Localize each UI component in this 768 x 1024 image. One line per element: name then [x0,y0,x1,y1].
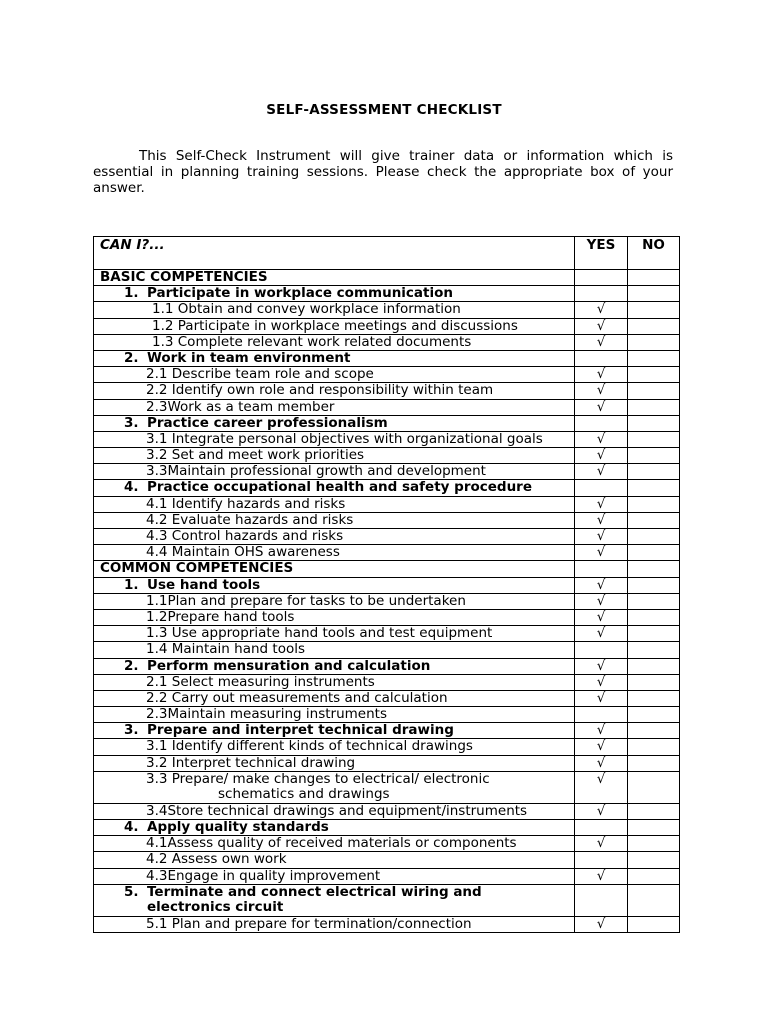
no-checkbox[interactable] [628,755,680,771]
yes-checkbox[interactable] [575,820,628,836]
no-checkbox[interactable] [628,690,680,706]
checklist-item-label: 1.2Prepare hand tools [146,608,295,625]
no-checkbox[interactable] [628,836,680,852]
section-label: COMMON COMPETENCIES [94,561,575,577]
no-checkbox[interactable] [628,270,680,286]
no-checkbox[interactable] [628,820,680,836]
no-checkbox[interactable] [628,415,680,431]
checklist-item-label: 1.3 Use appropriate hand tools and test equipment [146,625,493,642]
no-checkbox[interactable] [628,916,680,932]
checklist-item-label: 4.1 Identify hazards and risks [146,495,346,512]
checklist-item-label: 4.2 Evaluate hazards and risks [146,511,354,528]
yes-checkbox[interactable]: √ [575,367,628,383]
topic-cell [94,350,575,366]
topic-cell [94,415,575,431]
no-checkbox[interactable] [628,383,680,399]
no-checkbox[interactable] [628,512,680,528]
topic-row [94,286,680,302]
yes-checkbox[interactable]: √ [575,593,628,609]
no-checkbox[interactable] [628,771,680,803]
self-assessment-table [93,236,680,933]
checklist-item-row [94,318,680,334]
topic-row [94,350,680,366]
yes-checkbox[interactable]: √ [575,609,628,625]
checklist-item-cell [94,626,575,642]
yes-checkbox[interactable]: √ [575,399,628,415]
topic-row [94,820,680,836]
checklist-item-row [94,836,680,852]
checklist-item-label: 1.1Plan and prepare for tasks to be undertaken [146,592,466,609]
checklist-item-cell [94,431,575,447]
topic-row [94,415,680,431]
topic-label: Use hand tools [147,576,261,593]
checklist-item-cell [94,755,575,771]
checklist-item-row [94,609,680,625]
yes-checkbox[interactable]: √ [575,383,628,399]
checklist-item-label: 1.3 Complete relevant work related documents [152,333,472,350]
yes-checkbox[interactable] [575,852,628,868]
checklist-item-label: 4.2 Assess own work [146,851,287,868]
yes-checkbox[interactable]: √ [575,771,628,803]
topic-number: 4. [124,479,139,496]
checklist-item-row [94,739,680,755]
no-checkbox[interactable] [628,803,680,819]
topic-cell [94,577,575,593]
yes-checkbox[interactable] [575,415,628,431]
topic-number: 1. [124,285,139,302]
topic-number: 3. [124,414,139,431]
section-row [94,561,680,577]
checklist-item-cell [94,367,575,383]
checklist-item-label: 2.2 Carry out measurements and calculation [146,689,448,706]
yes-checkbox[interactable]: √ [575,431,628,447]
no-checkbox[interactable] [628,545,680,561]
checklist-item-label: 4.3 Control hazards and risks [146,528,344,544]
checklist-item-cell [94,464,575,480]
topic-number: 4. [124,819,139,835]
yes-checkbox[interactable]: √ [575,529,628,545]
checklist-item-row [94,803,680,819]
checklist-item-label: 4.4 Maintain OHS awareness [146,544,340,561]
checklist-item-row [94,916,680,932]
checklist-item-cell [94,916,575,932]
yes-checkbox[interactable] [575,480,628,496]
checklist-item-cell [94,642,575,658]
checklist-item-row [94,367,680,383]
header-no: NO [628,237,680,270]
checklist-item-label: 3.1 Identify different kinds of technical drawings [146,738,473,755]
yes-checkbox[interactable]: √ [575,626,628,642]
checklist-item-row [94,868,680,884]
checklist-item-row [94,431,680,447]
checklist-item-cell [94,318,575,334]
topic-number: 5. [124,883,139,900]
checklist-item-cell [94,383,575,399]
checklist-item-cell [94,690,575,706]
checklist-item-label: 4.3Engage in quality improvement [146,867,381,884]
yes-checkbox[interactable]: √ [575,690,628,706]
no-checkbox[interactable] [628,658,680,674]
checklist-item-label: 3.3Maintain professional growth and development [146,463,486,480]
yes-checkbox[interactable] [575,270,628,286]
topic-label: Terminate and connect electrical wiring and [147,883,482,900]
intro-paragraph: This Self-Check Instrument will give trainer data or information which is essential in planning training sessions. Please check the appropriate box of your answer. [93,148,673,196]
topic-row [94,480,680,496]
checklist-item-row [94,545,680,561]
yes-checkbox[interactable]: √ [575,545,628,561]
no-checkbox[interactable] [628,674,680,690]
topic-cell [94,723,575,739]
topic-number: 1. [124,576,139,593]
checklist-item-row [94,512,680,528]
checklist-item-cell [94,545,575,561]
topic-label: Work in team environment [147,349,351,366]
checklist-item-label: 2.1 Describe team role and scope [146,366,374,383]
topic-number: 3. [124,722,139,739]
checklist-item-label: 4.1Assess quality of received materials or components [146,835,517,852]
yes-checkbox[interactable] [575,707,628,723]
no-checkbox[interactable] [628,642,680,658]
checklist-item-cell [94,399,575,415]
section-row [94,270,680,286]
topic-row [94,658,680,674]
checklist-item-cell [94,674,575,690]
no-checkbox[interactable] [628,431,680,447]
checklist-item-label: 1.1 Obtain and convey workplace information [152,301,461,318]
yes-checkbox[interactable] [575,884,628,916]
yes-checkbox[interactable] [575,286,628,302]
topic-label: Apply quality standards [147,819,329,835]
checklist-item-cell [94,609,575,625]
checklist-item-row [94,334,680,350]
checklist-item-cell [94,334,575,350]
yes-checkbox[interactable] [575,561,628,577]
yes-checkbox[interactable]: √ [575,868,628,884]
checklist-item-row [94,593,680,609]
yes-checkbox[interactable]: √ [575,803,628,819]
no-checkbox[interactable] [628,868,680,884]
checklist-item-row [94,642,680,658]
yes-checkbox[interactable]: √ [575,916,628,932]
topic-cell [94,884,575,916]
checklist-item-cell [94,852,575,868]
no-checkbox[interactable] [628,318,680,334]
topic-row [94,723,680,739]
checklist-item-cell [94,707,575,723]
topic-label: Perform mensuration and calculation [147,657,431,674]
no-checkbox[interactable] [628,334,680,350]
checklist-item-label: 2.2 Identify own role and responsibility within team [146,382,494,399]
no-checkbox[interactable] [628,496,680,512]
yes-checkbox[interactable]: √ [575,496,628,512]
document-title: SELF-ASSESSMENT CHECKLIST [266,102,502,118]
topic-row [94,577,680,593]
no-checkbox[interactable] [628,350,680,366]
no-checkbox[interactable] [628,609,680,625]
checklist-item-row [94,448,680,464]
yes-checkbox[interactable]: √ [575,674,628,690]
checklist-item-row [94,771,680,803]
yes-checkbox[interactable]: √ [575,723,628,739]
topic-label-continued: electronics circuit [147,898,284,915]
checklist-item-label: 1.4 Maintain hand tools [146,641,305,658]
no-checkbox[interactable] [628,561,680,577]
checklist-item-label: 5.1 Plan and prepare for termination/connection [146,915,472,932]
yes-checkbox[interactable]: √ [575,302,628,318]
checklist-item-label: 3.4Store technical drawings and equipment/instruments [146,802,528,819]
no-checkbox[interactable] [628,723,680,739]
checklist-item-row [94,399,680,415]
header-can-i: CAN I?... [94,237,575,270]
checklist-item-label: 2.3Maintain measuring instruments [146,706,387,723]
checklist-item-cell [94,302,575,318]
checklist-item-cell [94,803,575,819]
topic-label: Practice occupational health and safety procedure [147,479,532,496]
topic-number: 2. [124,657,139,674]
no-checkbox[interactable] [628,464,680,480]
yes-checkbox[interactable]: √ [575,448,628,464]
checklist-item-cell [94,836,575,852]
no-checkbox[interactable] [628,884,680,916]
checklist-item-row [94,529,680,545]
no-checkbox[interactable] [628,739,680,755]
checklist-item-cell [94,771,575,803]
checklist-item-label: 2.3Work as a team member [146,398,335,415]
checklist-item-label: 1.2 Participate in workplace meetings and discussions [152,317,518,334]
no-checkbox[interactable] [628,626,680,642]
yes-checkbox[interactable]: √ [575,836,628,852]
yes-checkbox[interactable]: √ [575,318,628,334]
yes-checkbox[interactable]: √ [575,755,628,771]
header-yes: YES [575,237,628,270]
section-label: BASIC COMPETENCIES [94,270,575,286]
yes-checkbox[interactable] [575,350,628,366]
topic-number: 2. [124,349,139,366]
topic-cell [94,820,575,836]
topic-cell [94,480,575,496]
yes-checkbox[interactable]: √ [575,464,628,480]
topic-label: Practice career professionalism [147,414,388,431]
yes-checkbox[interactable]: √ [575,577,628,593]
no-checkbox[interactable] [628,577,680,593]
checklist-item-cell [94,529,575,545]
no-checkbox[interactable] [628,448,680,464]
no-checkbox[interactable] [628,399,680,415]
no-checkbox[interactable] [628,593,680,609]
checklist-item-row [94,626,680,642]
checklist-item-row [94,852,680,868]
checklist-item-label: 2.1 Select measuring instruments [146,673,375,690]
checklist-item-cell [94,739,575,755]
yes-checkbox[interactable]: √ [575,334,628,350]
checklist-item-row [94,707,680,723]
checklist-item-row [94,496,680,512]
checklist-item-label-continued: schematics and drawings [218,785,390,802]
checklist-item-label: 3.2 Set and meet work priorities [146,447,365,464]
checklist-item-cell [94,496,575,512]
no-checkbox[interactable] [628,367,680,383]
no-checkbox[interactable] [628,529,680,545]
checklist-item-label: 3.2 Interpret technical drawing [146,754,356,771]
checklist-item-cell [94,512,575,528]
topic-cell [94,286,575,302]
no-checkbox[interactable] [628,286,680,302]
topic-label: Prepare and interpret technical drawing [147,722,454,739]
yes-checkbox[interactable] [575,642,628,658]
checklist-item-row [94,302,680,318]
checklist-item-row [94,690,680,706]
checklist-item-row [94,383,680,399]
checklist-item-row [94,464,680,480]
checklist-item-cell [94,593,575,609]
checklist-item-cell [94,868,575,884]
topic-row [94,884,680,916]
checklist-item-row [94,755,680,771]
yes-checkbox[interactable]: √ [575,658,628,674]
yes-checkbox[interactable]: √ [575,512,628,528]
no-checkbox[interactable] [628,852,680,868]
no-checkbox[interactable] [628,302,680,318]
checklist-item-cell [94,448,575,464]
table-header-row [94,237,680,270]
checklist-item-row [94,674,680,690]
topic-cell [94,658,575,674]
no-checkbox[interactable] [628,707,680,723]
topic-label: Participate in workplace communication [147,285,454,302]
checklist-item-label: 3.3 Prepare/ make changes to electrical/ electronic [146,770,490,787]
checklist-item-label: 3.1 Integrate personal objectives with organizational goals [146,430,543,447]
no-checkbox[interactable] [628,480,680,496]
yes-checkbox[interactable]: √ [575,739,628,755]
